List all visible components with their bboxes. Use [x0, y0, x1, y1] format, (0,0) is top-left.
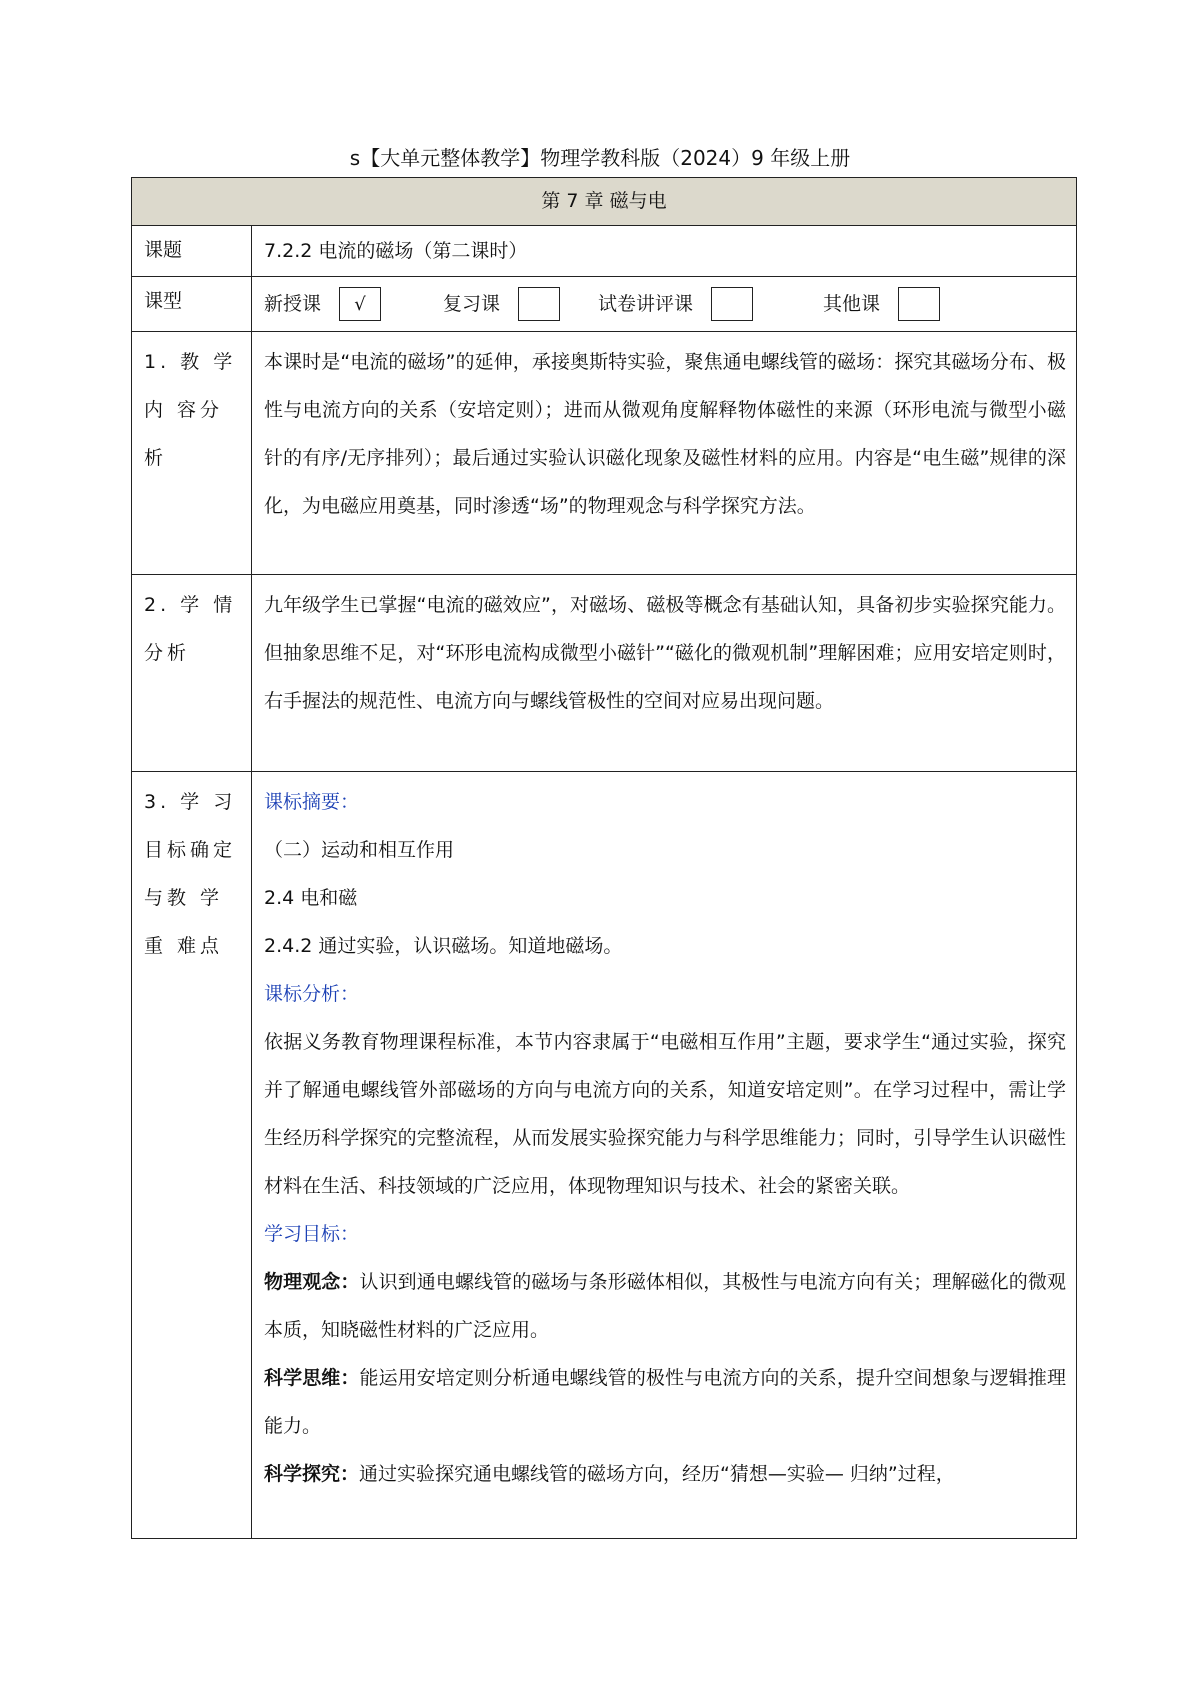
- standard-heading: 课标摘要：: [264, 791, 360, 813]
- objective-text: 认识到通电螺线管的磁场与条形磁体相似，其极性与电流方向有关；理解磁化的微观本质，知晓磁性材料的广泛应用。: [264, 1271, 1066, 1341]
- learner-analysis-row: [132, 575, 1077, 772]
- option-other-lesson[interactable]: [823, 280, 940, 328]
- checkbox-exam-review-lesson[interactable]: [711, 287, 753, 321]
- objective-scientific-inquiry: [264, 1450, 1066, 1498]
- option-label: 其他课: [823, 293, 881, 315]
- document-title: s【大单元整体教学】物理学教科版（2024）9 年级上册: [349, 146, 851, 170]
- goals-row: [132, 772, 1077, 1539]
- lesson-type-row: [132, 277, 1077, 332]
- lesson-plan-table: [131, 177, 1077, 1539]
- option-label: 试卷讲评课: [598, 293, 694, 315]
- learner-analysis-label: 2. 学 情 分析: [132, 575, 252, 772]
- goals-label: 3. 学 习 目标确定与教 学 重 难点: [132, 772, 252, 1539]
- content-analysis-text: 本课时是“电流的磁场”的延伸，承接奥斯特实验，聚焦通电螺线管的磁场：探究其磁场分布、极性与电流方向的关系（安培定则）；进而从微观角度解释物体磁性的来源（环形电流与微型小磁针的有序/无序排列）；最后通过实验认识磁化现象及磁性材料的应用。内容是“电生磁”规律的深化，为电磁应用奠基，同时渗透“场”的物理观念与科学探究方法。: [252, 332, 1077, 575]
- objective-term: 物理观念：: [264, 1271, 360, 1293]
- analysis-heading: 课标分析：: [264, 983, 360, 1005]
- standard-line: （二）运动和相互作用: [264, 839, 455, 861]
- objective-term: 科学探究：: [264, 1463, 360, 1485]
- option-label: 复习课: [443, 293, 501, 315]
- standard-line: 2.4 电和磁: [264, 887, 358, 909]
- objective-text: 通过实验探究通电螺线管的磁场方向，经历“猜想—实验— 归纳”过程，: [359, 1463, 955, 1485]
- checkbox-review-lesson[interactable]: [518, 287, 560, 321]
- objective-text: 能运用安培定则分析通电螺线管的极性与电流方向的关系，提升空间想象与逻辑推理能力。: [264, 1367, 1066, 1437]
- learner-analysis-text: 九年级学生已掌握“电流的磁效应”，对磁场、磁极等概念有基础认知，具备初步实验探究能力。但抽象思维不足，对“环形电流构成微型小磁针”“磁化的微观机制”理解困难；应用安培定则时，右手握法的规范性、电流方向与螺线管极性的空间对应易出现问题。: [252, 575, 1077, 772]
- objective-term: 科学思维：: [264, 1367, 360, 1389]
- chapter-row: [132, 178, 1077, 226]
- lesson-type-label: 课型: [132, 277, 252, 332]
- content-analysis-row: [132, 332, 1077, 575]
- option-review-lesson[interactable]: [443, 280, 560, 328]
- analysis-text: 依据义务教育物理课程标准，本节内容隶属于“电磁相互作用”主题，要求学生“通过实验，探究并了解通电螺线管外部磁场的方向与电流方向的关系，知道安培定则”。在学习过程中，需让学生经历科学探究的完整流程，从而发展实验探究能力与科学思维能力；同时，引导学生认识磁性材料在生活、科技领域的广泛应用，体现物理知识与技术、社会的紧密关联。: [264, 1031, 1066, 1197]
- objective-physics-concept: [264, 1258, 1066, 1354]
- option-exam-review-lesson[interactable]: [598, 280, 753, 328]
- goals-content: [252, 772, 1077, 1539]
- option-label: 新授课: [264, 293, 322, 315]
- option-new-lesson[interactable]: [264, 280, 381, 328]
- topic-row: [132, 226, 1077, 277]
- objectives-heading: 学习目标：: [264, 1223, 360, 1245]
- chapter-title: 第 7 章 磁与电: [132, 178, 1077, 226]
- standard-line: 2.4.2 通过实验，认识磁场。知道地磁场。: [264, 935, 623, 957]
- checkbox-other-lesson[interactable]: [898, 287, 940, 321]
- content-analysis-label: 1. 教 学 内 容分析: [132, 332, 252, 575]
- topic-label: 课题: [132, 226, 252, 277]
- topic-value: 7.2.2 电流的磁场（第二课时）: [252, 226, 1077, 277]
- checkbox-new-lesson[interactable]: √: [339, 287, 381, 321]
- lesson-type-options: [252, 277, 1077, 332]
- objective-scientific-thinking: [264, 1354, 1066, 1450]
